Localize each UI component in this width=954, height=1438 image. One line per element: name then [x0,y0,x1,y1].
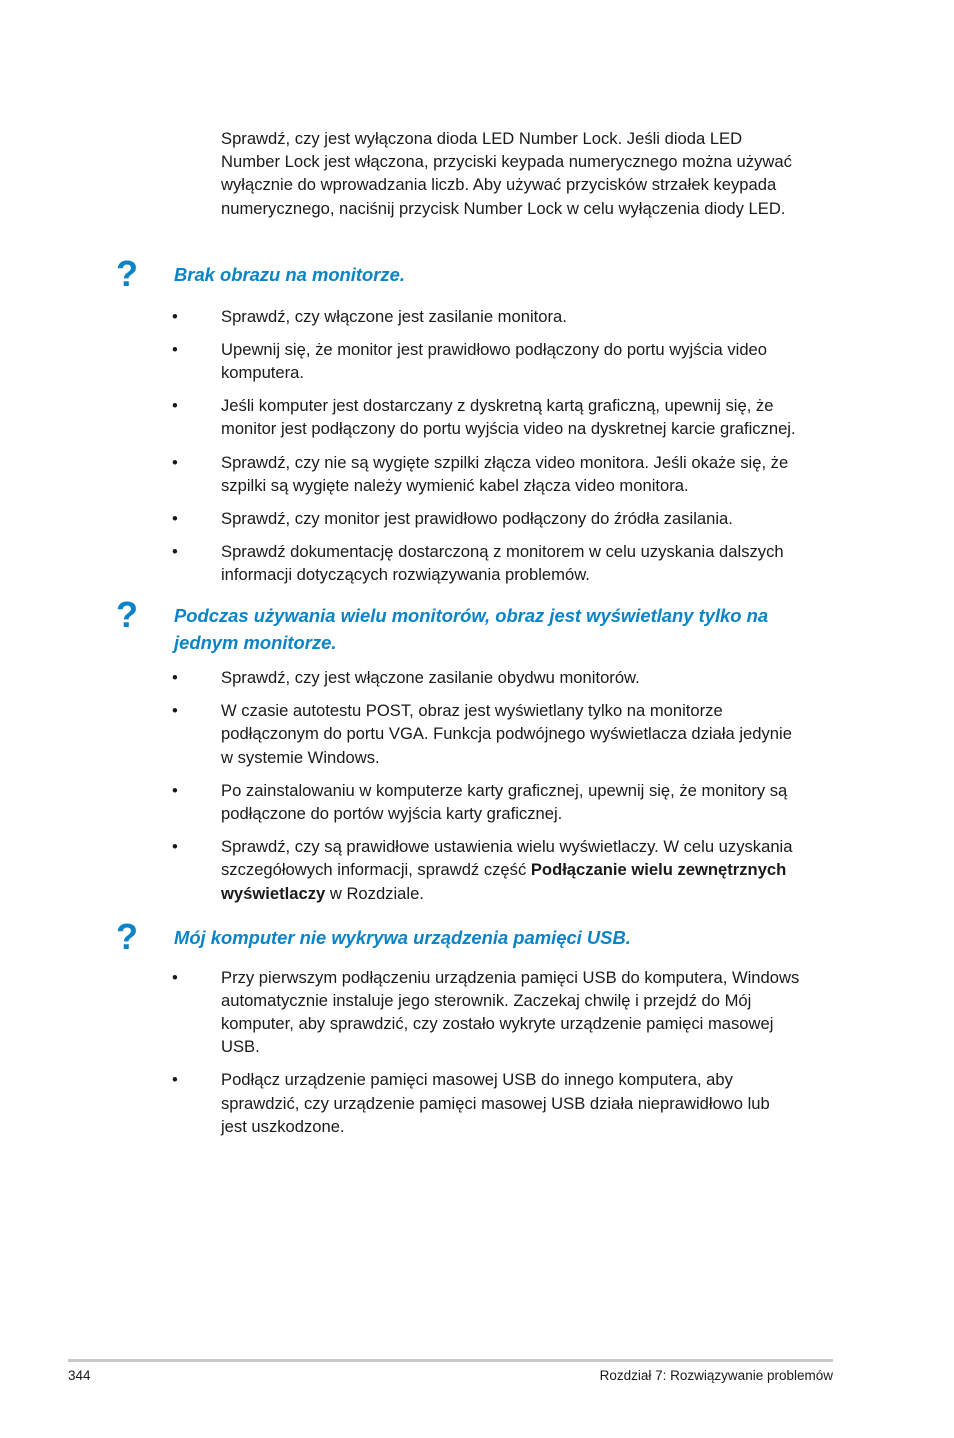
bullet-dot: • [172,339,178,359]
section-reference: wyświetlaczy [221,883,326,903]
intro-line: Number Lock jest włączona, przyciski keypada numerycznego można używać [221,152,792,172]
section-heading [174,603,834,656]
list-item-line: podłączone do portów wyjścia karty graficznej. [221,804,563,824]
bullet-dot: • [172,967,178,987]
footer-divider [68,1359,833,1362]
faq-section-no-image [116,253,836,587]
list-item-line: Przy pierwszym podłączeniu urządzenia pamięci USB do komputera, Windows [221,967,800,987]
bullet-dot: • [172,542,178,562]
intro-line: wyłącznie do wprowadzania liczb. Aby używać przycisków strzałek keypada [221,175,777,195]
list-item-line: Sprawdź, czy jest włączone zasilanie obydwu monitorów. [221,668,640,687]
bullet-dot: • [172,508,178,528]
list-item [116,507,831,530]
section-reference: Podłączanie wielu zewnętrznych [530,860,787,880]
list-item [116,966,831,1059]
list-item-line: Po zainstalowaniu w komputerze karty graficznej, upewnij się, że monitory są [221,780,788,800]
list-item-line: szpilki są wygięte należy wymienić kabel złącza video monitora. [221,475,689,495]
list-item-line: Jeśli komputer jest dostarczany z dyskretną kartą graficzną, upewnij się, że [221,396,774,416]
list-item [116,779,831,825]
list-item-line: monitor jest podłączony do portu wyjścia video na dyskretnej karcie graficznej. [221,419,796,439]
list-item [116,394,831,440]
bullet-list [116,305,836,587]
section-heading: Mój komputer nie wykrywa urządzenia pamięci USB. [174,927,631,948]
list-item-line: W czasie autotestu POST, obraz jest wyświetlany tylko na monitorze [221,701,723,721]
list-item [116,451,831,497]
list-item-line: Sprawdź, czy są prawidłowe ustawienia wielu wyświetlaczy. W celu uzyskania [221,837,793,857]
list-item-line: informacji dotyczących rozwiązywania problemów. [221,565,590,585]
list-item-line: Sprawdź, czy nie są wygięte szpilki złącza video monitora. Jeśli okaże się, że [221,452,789,472]
list-item-line: sprawdzić, czy urządzenie pamięci masowej USB działa nieprawidłowo lub [221,1093,770,1113]
bullet-dot: • [172,701,178,721]
bullet-dot: • [172,396,178,416]
list-item [116,1068,831,1138]
list-item-line: Podłącz urządzenie pamięci masowej USB do innego komputera, aby [221,1070,733,1090]
list-item [116,305,831,328]
bullet-list [116,966,836,1138]
chapter-title: Rozdział 7: Rozwiązywanie problemów [599,1368,833,1383]
list-item-line: w systemie Windows. [221,747,380,767]
section-heading-line: jednym monitorze. [174,631,337,653]
faq-section-usb [116,916,836,1138]
bullet-dot: • [172,668,178,687]
bullet-dot: • [172,837,178,857]
list-item-line: komputera. [221,362,305,382]
list-item-line: Sprawdź, czy monitor jest prawidłowo podłączony do źródła zasilania. [221,508,733,528]
list-item-line: Sprawdź, czy włączone jest zasilanie monitora. [221,306,567,326]
list-item-line [221,858,831,881]
intro-line: numerycznego, naciśnij przycisk Number Lock w celu wyłączenia diody LED. [221,198,786,218]
list-item-line: komputer, aby sprawdzić, czy zostało wykryte urządzenie pamięci masowej [221,1013,774,1033]
list-item-text: szczegółowych informacji, sprawdź część [221,860,531,880]
list-item [116,540,831,586]
list-item [116,666,831,689]
section-heading: Brak obrazu na monitorze. [174,264,405,285]
list-item-line: Upewnij się, że monitor jest prawidłowo podłączony do portu wyjścia video [221,339,768,359]
list-item-line [221,882,831,905]
list-item-line: jest uszkodzone. [221,1116,345,1136]
question-mark-icon: ? [116,916,138,957]
list-item-line: podłączonym do portu VGA. Funkcja podwójnego wyświetlacza działa jedynie [221,724,792,744]
list-item-line: automatycznie instaluje jego sterownik. Zaczekaj chwilę i przejdź do Mój [221,990,752,1010]
intro-paragraph [221,127,831,220]
list-item [116,699,831,769]
bullet-dot: • [172,452,178,472]
list-item [116,338,831,384]
list-item [116,835,831,905]
list-item-line: Sprawdź dokumentację dostarczoną z monitorem w celu uzyskania dalszych [221,542,784,562]
intro-line: Sprawdź, czy jest wyłączona dioda LED Number Lock. Jeśli dioda LED [221,129,743,148]
section-heading-line: Podczas używania wielu monitorów, obraz jest wyświetlany tylko na [174,605,769,626]
bullet-list [116,666,836,905]
page-number: 344 [68,1368,91,1383]
faq-section-multi-monitor [116,594,836,905]
question-mark-icon: ? [116,253,138,294]
bullet-dot: • [172,306,178,326]
bullet-dot: • [172,780,178,800]
list-item-line: USB. [221,1037,260,1057]
list-item-text: w Rozdziale. [325,883,424,903]
bullet-dot: • [172,1070,178,1090]
question-mark-icon: ? [116,594,138,635]
